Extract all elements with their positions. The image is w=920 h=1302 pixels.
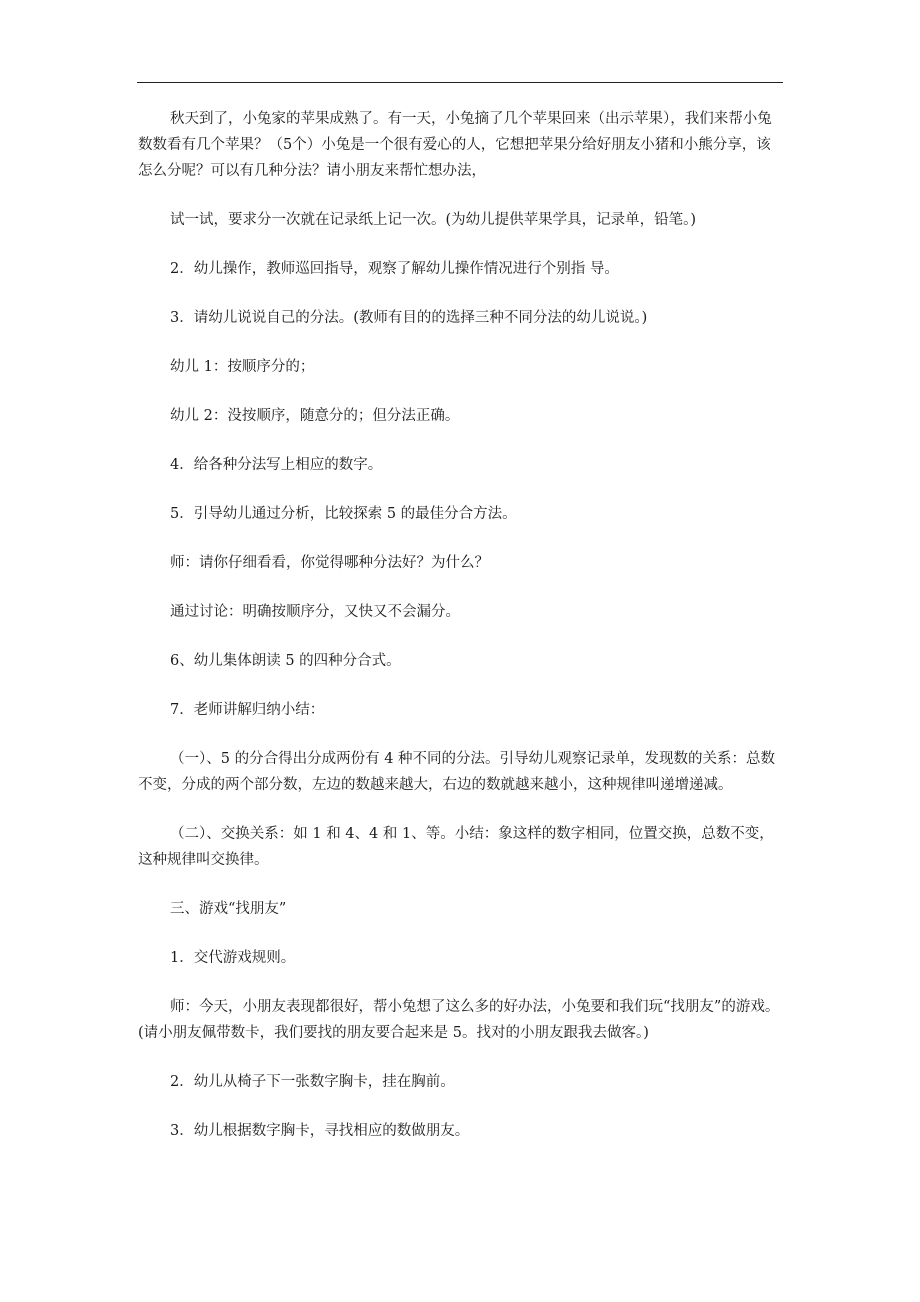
paragraph-summary-1: （一）、5 的分合得出分成两份有 4 种不同的分法。引导幼儿观察记录单，发现数的关系：总数不变，分成的两个部分数，左边的数越来越大，右边的数就越来越小，这种规律叫递增递减。	[138, 751, 776, 793]
paragraph-game-title: 三、游戏“找朋友”	[170, 901, 287, 917]
paragraph-summary-2: （二）、交换关系：如 1 和 4、4 和 1、等。小结：象这样的数字相同，位置交换，总数不变，这种规律叫交换律。	[138, 826, 774, 868]
paragraph-step-5: 5．引导幼儿通过分析，比较探索 5 的最佳分合方法。	[170, 506, 517, 522]
paragraph-story: 秋天到了，小兔家的苹果成熟了。有一天，小兔摘了几个苹果回来（出示苹果），我们来帮小兔数数看有几个苹果？（5个）小兔是一个很有爱心的人，它想把苹果分给好朋友小猪和小熊分享，该怎么分呢？可以有几种分法？请小朋友来帮忙想办法，	[138, 111, 772, 179]
paragraph-try: 试一试，要求分一次就在记录纸上记一次。(为幼儿提供苹果学具，记录单，铅笔。)	[170, 212, 697, 228]
paragraph-step-card: 2．幼儿从椅子下一张数字胸卡，挂在胸前。	[170, 1074, 455, 1090]
paragraph-game-rules: 1．交代游戏规则。	[170, 950, 296, 966]
paragraph-step-6: 6、幼儿集体朗读 5 的四种分合式。	[170, 653, 401, 669]
header-rule	[137, 82, 783, 83]
paragraph-discussion: 通过讨论：明确按顺序分，又快又不会漏分。	[170, 604, 460, 620]
paragraph-step-4: 4．给各种分法写上相应的数字。	[170, 457, 383, 473]
paragraph-step-3: 3．请幼儿说说自己的分法。(教师有目的的选择三种不同分法的幼儿说说。)	[170, 310, 648, 326]
document-body	[138, 106, 784, 1144]
paragraph-child-2: 幼儿 2：没按顺序，随意分的；但分法正确。	[170, 408, 460, 424]
paragraph-step-find-friend: 3．幼儿根据数字胸卡，寻找相应的数做朋友。	[170, 1123, 470, 1139]
paragraph-teacher-game: 师：今天，小朋友表现都很好，帮小兔想了这么多的好办法，小兔要和我们玩“找朋友”的游戏。(请小朋友佩带数卡，我们要找的朋友要合起来是 5。找对的小朋友跟我去做客。)	[138, 999, 780, 1041]
paragraph-step-7: 7．老师讲解归纳小结：	[170, 702, 325, 718]
paragraph-step-2: 2．幼儿操作，教师巡回指导，观察了解幼儿操作情况进行个别指 导。	[170, 261, 619, 277]
paragraph-teacher-question: 师：请你仔细看看，你觉得哪种分法好？为什么？	[170, 555, 489, 571]
paragraph-child-1: 幼儿 1：按顺序分的；	[170, 359, 315, 375]
